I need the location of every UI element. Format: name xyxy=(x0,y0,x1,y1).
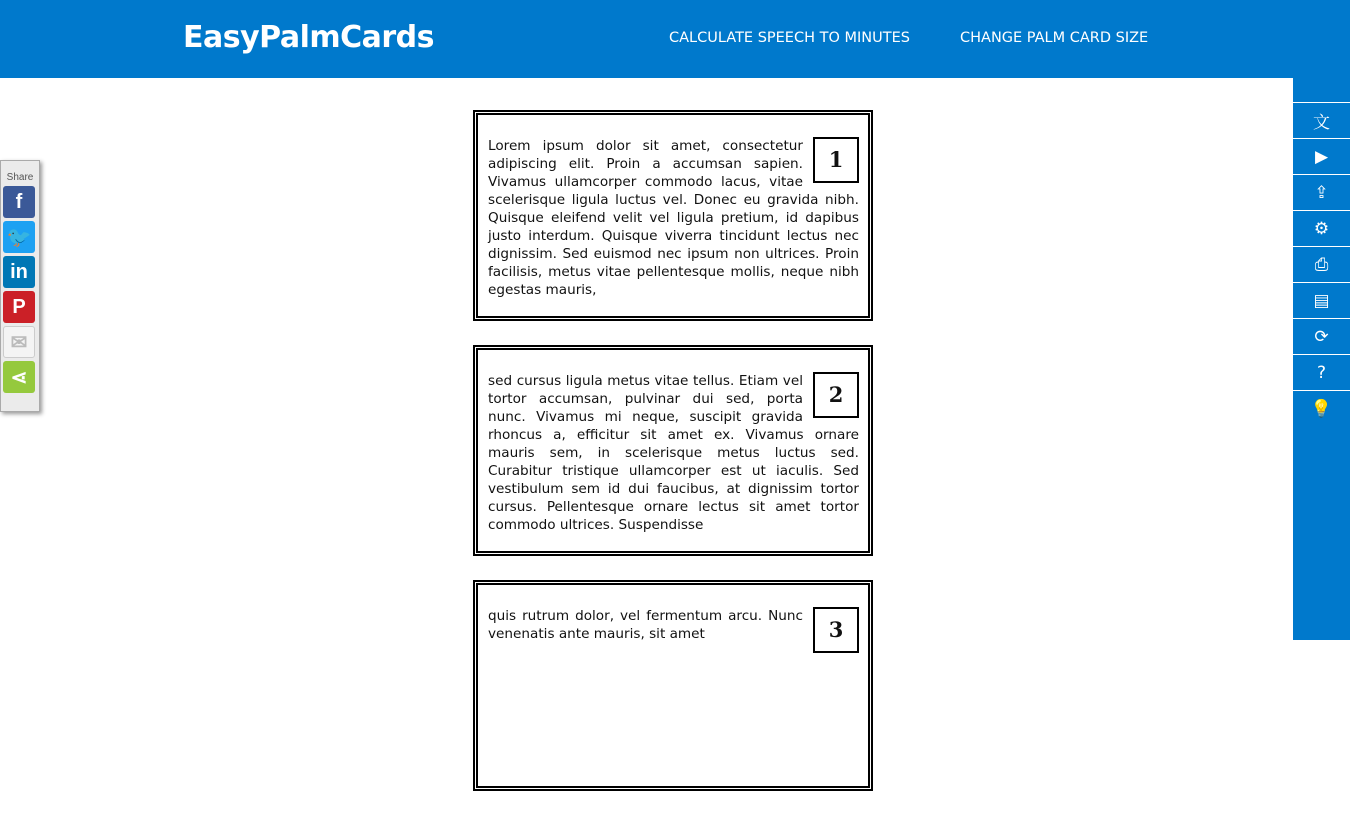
help-icon[interactable]: ? xyxy=(1293,354,1350,390)
card-text: Lorem ipsum dolor sit amet, consectetur adipiscing elit. Proin a accumsan sapien. Vivamus ullamcorper commodo lacus, vitae scelerisque ligula luctus vel. Donec eu gravida nibh. Quisque eleifend velit vel ligula pretium, id dapibus justo interdum. Quisque viverra tincidunt lectus nec dignissim. Sed euismod nec ipsum non ultrices. Proin facilisis, metus vitae pellentesque mollis, neque nibh egestas mauris, xyxy=(488,138,859,298)
nav-change-card-size[interactable]: CHANGE PALM CARD SIZE xyxy=(960,30,1149,46)
toolbar-spacer xyxy=(1293,78,1350,102)
pinterest-icon[interactable]: P xyxy=(3,291,35,323)
pdf-icon[interactable]: ▤ xyxy=(1293,282,1350,318)
card-number: 2 xyxy=(813,372,859,418)
facebook-icon[interactable]: f xyxy=(3,186,35,218)
card-text: quis rutrum dolor, vel fermentum arcu. Nunc venenatis ante mauris, sit amet xyxy=(488,608,803,642)
palm-card[interactable] xyxy=(473,580,873,791)
logo[interactable]: EasyPalmCards xyxy=(183,20,435,55)
card-text: sed cursus ligula metus vitae tellus. Etiam vel tortor accumsan, pulvinar dui sed, porta nunc. Vivamus mi neque, suscipit gravida rhoncus a, efficitur sit amet ex. Vivamus ornare mauris sem, in scelerisque metus luctus sed. Curabitur tristique ullamcorper est ut iaculis. Sed vestibulum sem id dui faucibus, at dignissim tortor cursus. Pellentesque ornare lectus sit amet tortor commodo ultrices. Suspendisse xyxy=(488,373,859,533)
header xyxy=(0,0,1350,78)
print-icon[interactable]: ⎙ xyxy=(1293,246,1350,282)
refresh-icon[interactable]: ⟳ xyxy=(1293,318,1350,354)
linkedin-icon[interactable]: in xyxy=(3,256,35,288)
share-icon[interactable]: ⋖ xyxy=(3,361,35,393)
twitter-icon[interactable]: 🐦 xyxy=(3,221,35,253)
right-toolbar xyxy=(1293,78,1350,640)
share-bar xyxy=(0,160,40,412)
share-label: Share xyxy=(6,172,34,183)
palm-card[interactable] xyxy=(473,345,873,556)
nav-calculate-speech[interactable]: CALCULATE SPEECH TO MINUTES xyxy=(669,30,910,46)
lightbulb-icon[interactable]: 💡 xyxy=(1293,390,1350,426)
email-icon[interactable]: ✉ xyxy=(3,326,35,358)
card-number: 1 xyxy=(813,137,859,183)
palm-cards xyxy=(473,110,873,815)
translate-icon[interactable]: 文 xyxy=(1293,102,1350,138)
gear-icon[interactable]: ⚙ xyxy=(1293,210,1350,246)
card-number: 3 xyxy=(813,607,859,653)
youtube-icon[interactable]: ▶ xyxy=(1293,138,1350,174)
upload-icon[interactable]: ⇪ xyxy=(1293,174,1350,210)
palm-card[interactable] xyxy=(473,110,873,321)
